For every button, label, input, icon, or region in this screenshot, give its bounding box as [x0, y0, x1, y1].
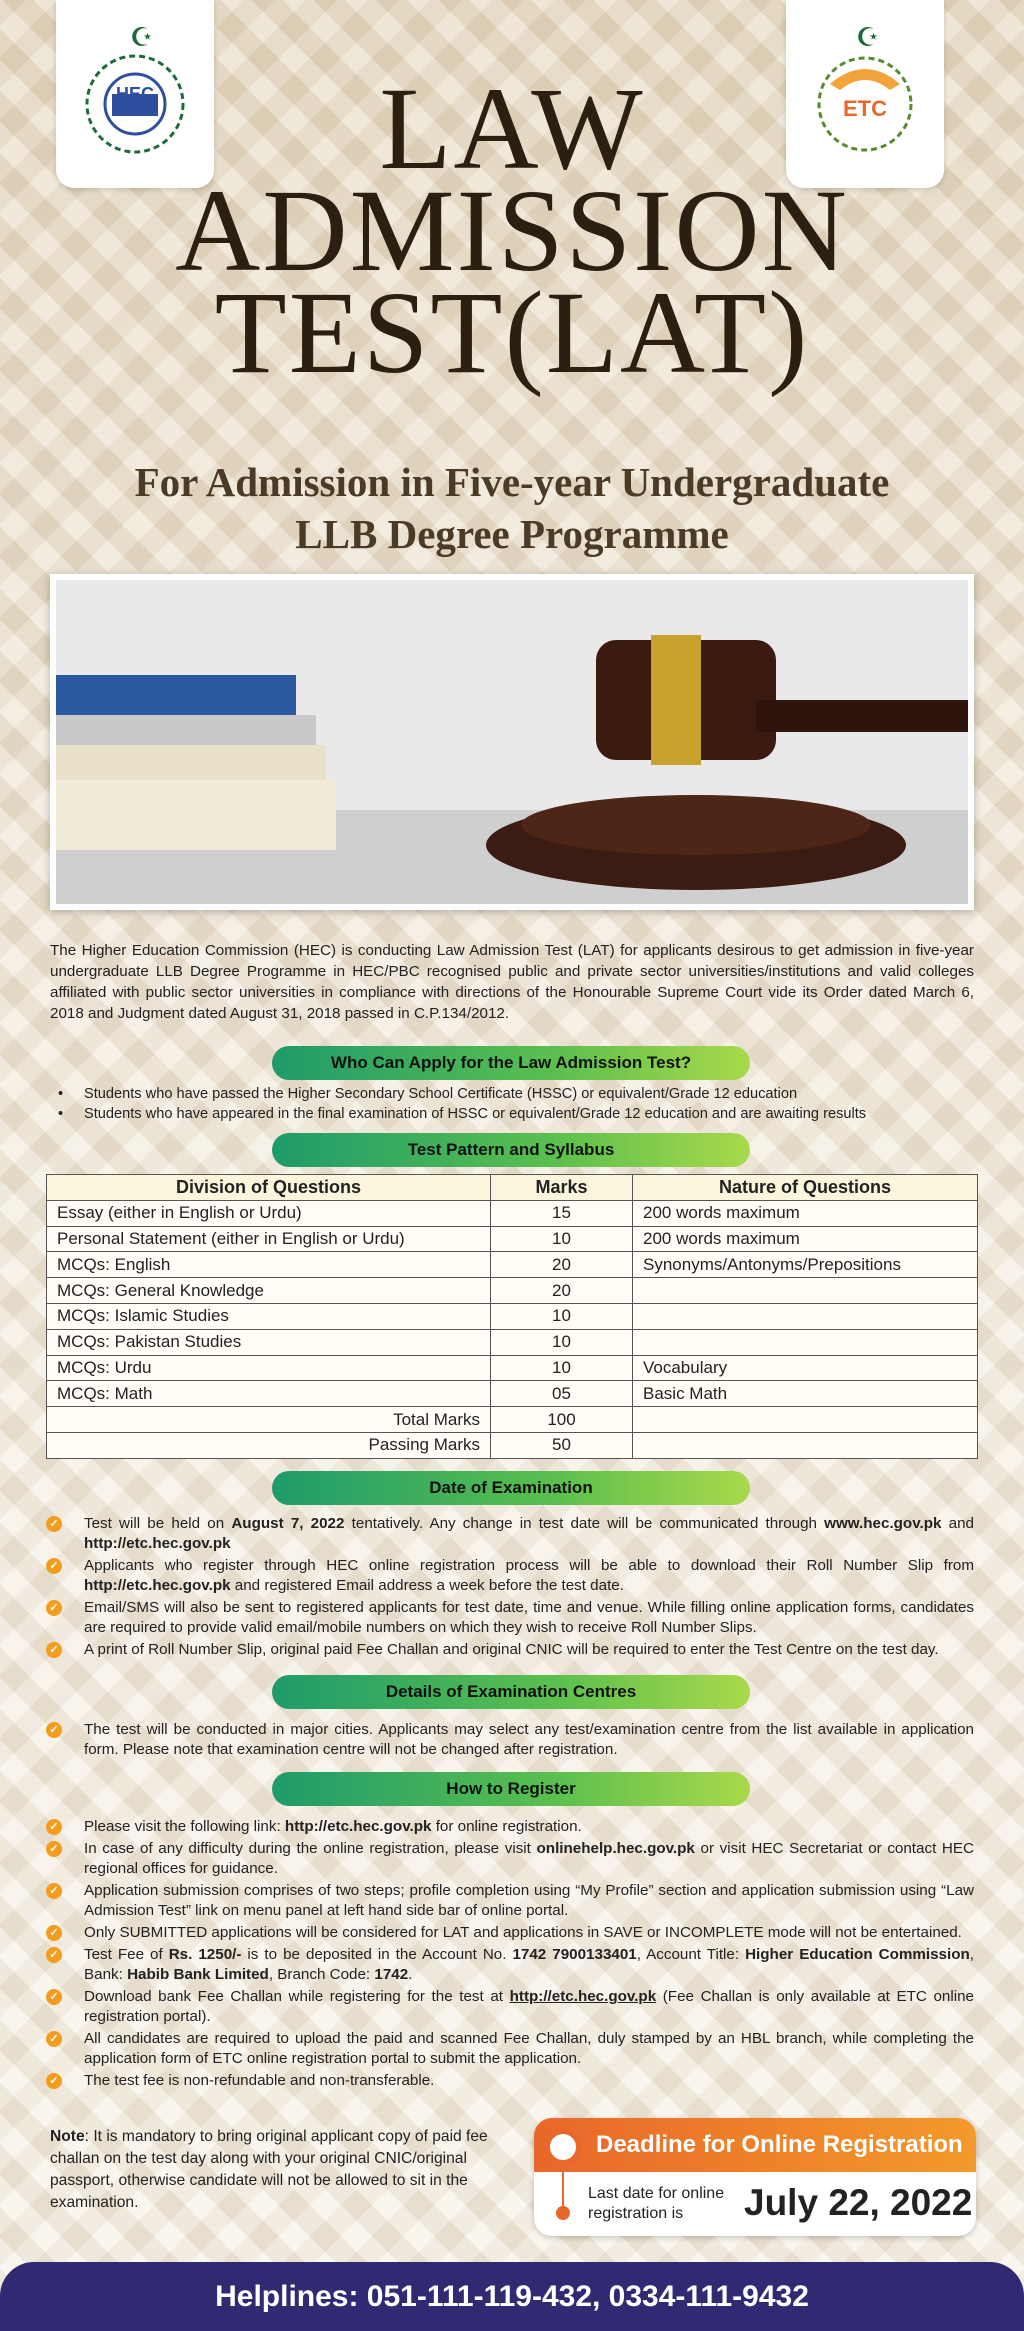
note-text: Note: It is mandatory to bring original applicant copy of paid fee challan on the test day along with your original CNIC/original passport, otherwise candidate will not be allowed to sit in the examination. — [50, 2128, 488, 2211]
check-icon: ✓ — [46, 1558, 62, 1574]
check-icon: ✓ — [46, 1947, 62, 1963]
list-item: ✓ Application submission comprises of two steps; profile completion using “My Profile” section and application submission using “Law Admission Test” link on menu panel at left hand side bar of online portal. — [46, 1881, 974, 1921]
svg-text:ETC: ETC — [843, 96, 887, 121]
list-item: • Students who have appeared in the final examination of HSSC or equivalent/Grade 12 education and are awaiting results — [58, 1106, 867, 1122]
list-item: • Students who have passed the Higher Secondary School Certificate (HSSC) or equivalent/Grade 12 education — [58, 1086, 798, 1102]
subtitle-line-2: LLB Degree Programme — [295, 511, 729, 557]
list-item: ✓ Test will be held on August 7, 2022 tentatively. Any change in test date will be communicated through www.hec.gov.pk and http://etc.hec.gov.pk — [46, 1514, 974, 1554]
check-icon: ✓ — [46, 1819, 62, 1835]
table-header-row — [47, 1175, 978, 1201]
check-icon: ✓ — [46, 1883, 62, 1899]
check-icon: ✓ — [46, 1989, 62, 2005]
section-who-can-apply: Who Can Apply for the Law Admission Test? — [272, 1046, 750, 1080]
helplines-bar: Helplines: 051-111-119-432, 0334-111-9432 — [0, 2262, 1024, 2331]
register-list — [46, 1817, 974, 2093]
svg-text:HEC: HEC — [115, 84, 155, 104]
table-row: MCQs: General Knowledge 20 — [47, 1278, 978, 1304]
section-exam-centres: Details of Examination Centres — [272, 1675, 750, 1709]
eligibility-list — [50, 1084, 974, 1124]
list-item: ✓ The test will be conducted in major cities. Applicants may select any test/examination centre from the list available in application form. Please note that examination centre will not be changed after registration. — [46, 1720, 974, 1760]
deadline-date: July 22, 2022 — [744, 2182, 973, 2223]
subtitle — [0, 456, 1024, 560]
column-header: Division of Questions — [47, 1175, 491, 1201]
table-row: MCQs: Pakistan Studies 10 — [47, 1329, 978, 1355]
list-item: ✓ Applicants who register through HEC online registration process will be able to download their Roll Number Slip from http://etc.hec.gov.pk and registered Email address a week before the test date. — [46, 1556, 974, 1596]
check-icon: ✓ — [46, 1516, 62, 1532]
check-icon: ✓ — [46, 1600, 62, 1616]
deadline-label: Last date for online registration is — [588, 2185, 725, 2222]
intro-paragraph: The Higher Education Commission (HEC) is conducting Law Admission Test (LAT) for applicants desirous to get admission in five-year undergraduate LLB Degree Programme in HEC/PBC recognised public and private sector universities/institutions and valid colleges affiliated with public sector universities in compliance with directions of the Honourable Supreme Court vide its Order dated March 6, 2018 and Judgment dated August 31, 2018 passed in C.P.134/2012. — [50, 942, 974, 1022]
list-item: ✓ In case of any difficulty during the online registration, please visit onlinehelp.hec.gov.pk or visit HEC Secretariat or contact HEC regional offices for guidance. — [46, 1839, 974, 1879]
table-row: MCQs: Islamic Studies 10 — [47, 1303, 978, 1329]
table-row: MCQs: Math 05 Basic Math — [47, 1381, 978, 1407]
column-header: Marks — [491, 1175, 633, 1201]
centres-list — [46, 1720, 974, 1762]
check-icon: ✓ — [46, 2031, 62, 2047]
check-icon: ✓ — [46, 1722, 62, 1738]
title-line-2: ADMISSION — [175, 165, 849, 296]
section-date-of-exam: Date of Examination — [272, 1471, 750, 1505]
column-header: Nature of Questions — [633, 1175, 978, 1201]
passing-marks-row: Passing Marks 50 — [47, 1432, 978, 1458]
table-row: MCQs: English 20 Synonyms/Antonyms/Prepositions — [47, 1252, 978, 1278]
gavel-books-photo — [50, 574, 974, 910]
check-icon: ✓ — [46, 1841, 62, 1857]
list-item: ✓ Email/SMS will also be sent to registered applicants for test date, time and venue. While filling online application forms, candidates are required to provide valid email/mobile numbers on which they wish to receive Roll Number Slips. — [46, 1598, 974, 1638]
check-icon: ✓ — [46, 2073, 62, 2089]
page-title — [0, 63, 1024, 398]
svg-text:☪: ☪ — [856, 24, 880, 53]
deadline-box — [534, 2118, 976, 2236]
check-icon: ✓ — [46, 1925, 62, 1941]
list-item: ✓ The test fee is non-refundable and non-transferable. — [46, 2071, 974, 2091]
list-item: ✓ Only SUBMITTED applications will be considered for LAT and applications in SAVE or INCOMPLETE mode will not be entertained. — [46, 1923, 974, 1943]
section-how-to-register: How to Register — [272, 1772, 750, 1806]
total-marks-row: Total Marks 100 — [47, 1407, 978, 1433]
list-item: ✓ Test Fee of Rs. 1250/- is to be deposited in the Account No. 1742 7900133401, Account Title: Higher Education Commission, Bank: Habib Bank Limited, Branch Code: 1742. — [46, 1945, 974, 1985]
subtitle-line-1: For Admission in Five-year Undergraduate — [134, 459, 890, 505]
table-row: Personal Statement (either in English or Urdu) 10 200 words maximum — [47, 1226, 978, 1252]
syllabus-table — [46, 1174, 978, 1459]
gavel-icon — [56, 580, 968, 904]
list-item: ✓ Please visit the following link: http://etc.hec.gov.pk for online registration. — [46, 1817, 974, 1837]
list-item: ✓ All candidates are required to upload the paid and scanned Fee Challan, duly stamped by an HBL branch, while completing the application form of ETC online registration portal to submit the application. — [46, 2029, 974, 2069]
list-item: ✓ Download bank Fee Challan while registering for the test at http://etc.hec.gov.pk (Fee Challan is only available at ETC online registration portal). — [46, 1987, 974, 2027]
table-row: Essay (either in English or Urdu) 15 200 words maximum — [47, 1200, 978, 1226]
check-icon: ✓ — [46, 1642, 62, 1658]
section-test-pattern: Test Pattern and Syllabus — [272, 1133, 750, 1167]
list-item: ✓ A print of Roll Number Slip, original paid Fee Challan and original CNIC will be required to enter the Test Centre on the test day. — [46, 1640, 974, 1660]
deadline-title: Deadline for Online Registration — [534, 2118, 976, 2172]
title-line-3: TEST(LAT) — [214, 267, 810, 398]
table-row: MCQs: Urdu 10 Vocabulary — [47, 1355, 978, 1381]
svg-text:☪: ☪ — [130, 24, 154, 53]
title-line-1: LAW — [379, 63, 645, 194]
location-pin-icon — [544, 2128, 582, 2166]
exam-date-list — [46, 1514, 974, 1662]
